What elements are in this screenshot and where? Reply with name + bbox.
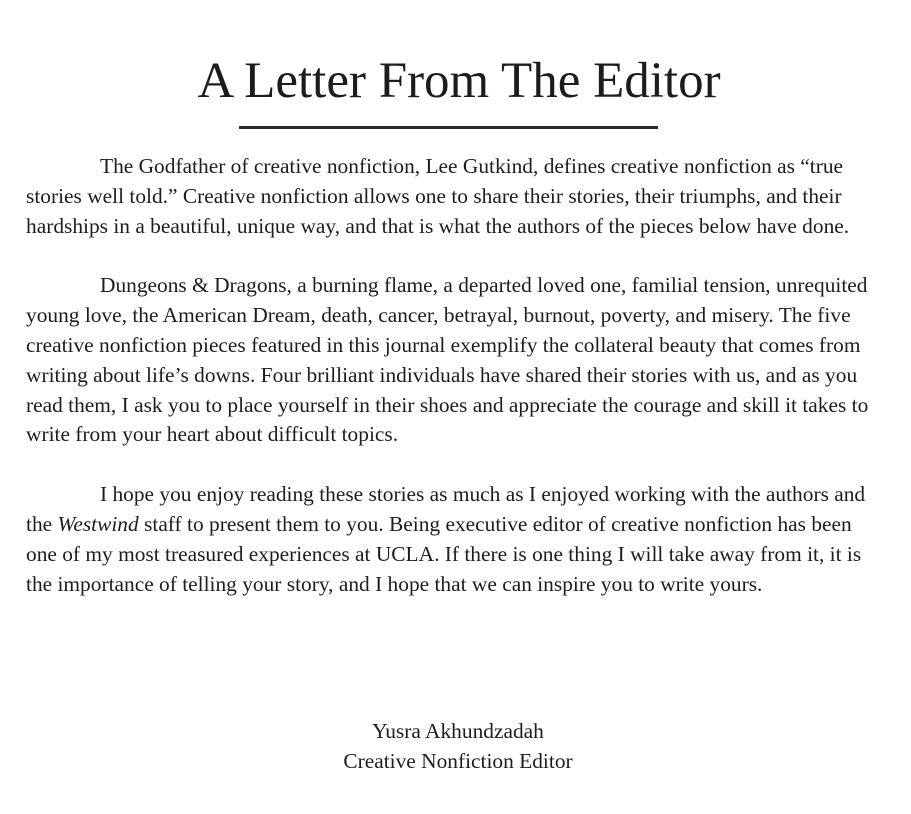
paragraph-2: Dungeons & Dragons, a burning flame, a departed loved one, familial tension, unrequited young love, the American Dream, death, cancer, betrayal, burnout, poverty, and misery. The five creative nonfiction pieces featured in this journal exemplify the collateral beauty that comes from writing about life’s downs. Four brilliant individuals have shared their stories with us, and as you read them, I ask you to place yourself in their shoes and appreciate the courage and skill it takes to write from your heart about difficult topics.	[26, 273, 869, 447]
editor-name: Yusra Akhundzadah	[372, 719, 544, 743]
editor-role: Creative Nonfiction Editor	[343, 749, 573, 773]
page-title: A Letter From The Editor	[197, 53, 721, 109]
signature-block	[0, 716, 911, 776]
publication-name: Westwind	[57, 511, 139, 536]
title-divider	[239, 126, 658, 129]
letter-body	[26, 152, 886, 629]
paragraph-3-text-end: staff to present them to you. Being executive editor of creative nonfiction has been one of my most treasured experiences at UCLA. If there is one thing I will take away from it, it is the importance of telling your story, and I hope that we can inspire you to write yours.	[26, 511, 862, 596]
paragraph-3-text-start: I hope you enjoy reading these stories as much as I enjoyed working with the authors and the	[26, 482, 866, 536]
paragraph-3	[26, 480, 886, 599]
paragraph-1: The Godfather of creative nonfiction, Lee Gutkind, defines creative nonfiction as “true stories well told.” Creative nonfiction allows one to share their stories, their triumphs, and their hardships in a beautiful, unique way, and that is what the authors of the pieces below have done.	[26, 154, 850, 238]
